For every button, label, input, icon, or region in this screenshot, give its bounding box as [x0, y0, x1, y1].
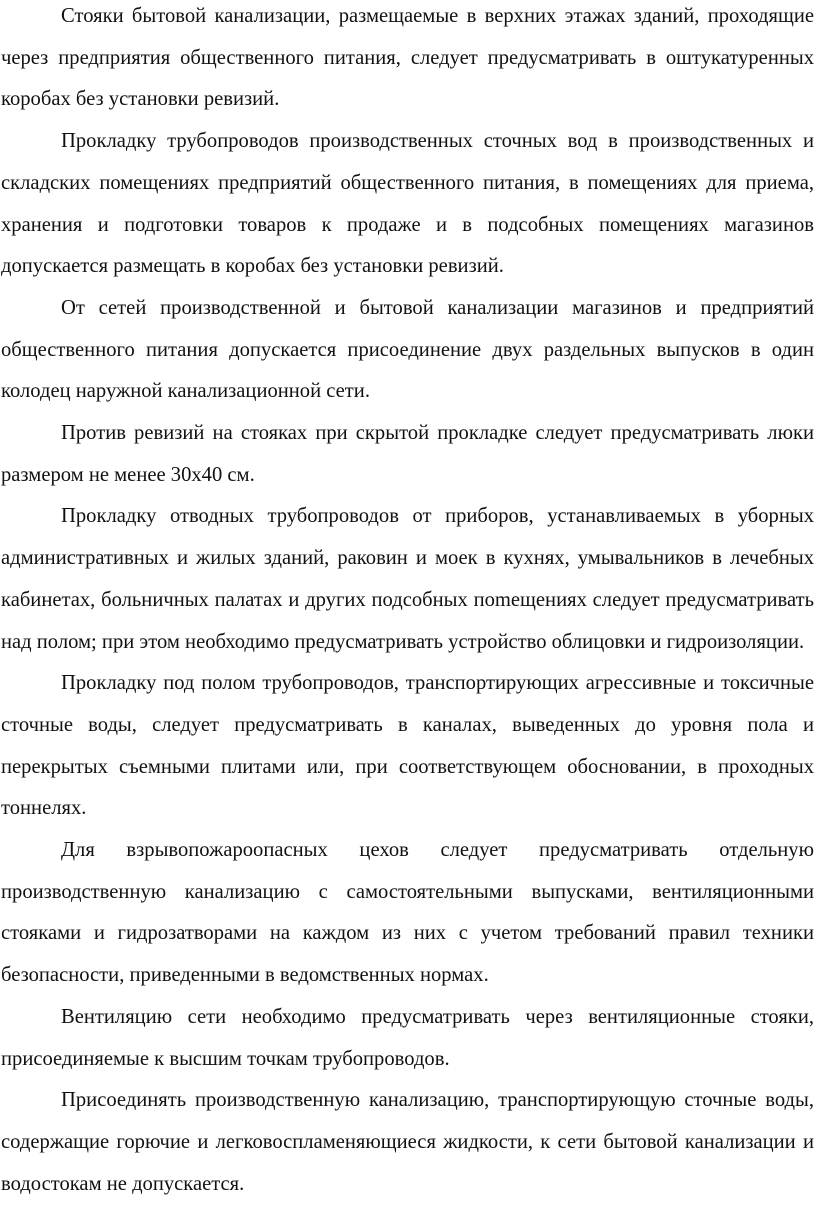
paragraph-outlet-connection: От сетей производственной и бытовой канализации магазинов и предприятий общественного питания допускается присоединение двух раздельных выпусков в один колодец наружной канализационной сети.	[1, 296, 814, 403]
paragraph-branch-pipes: Прокладку отводных трубопроводов от приборов, устанавливаемых в уборных административных и жилых зданий, раковин и моек в кухнях, умывальников в лечебных кабинетах, больничных палатах и других подсобных поmещениях следует предусматривать над полом; при этом необходимо предусматривать устройство облицовки и гидроизоляции.	[1, 505, 814, 653]
paragraph-flammable-liquids: Присоединять производственную канализацию, транспортирующую сточные воды, содержащие горючие и легковоспламеняющиеся жидкости, к сети бытовой канализации и водостокам не допускается.	[1, 1089, 814, 1195]
paragraph-ventilation: Вентиляцию сети необходимо предусматривать через вентиляционные стояки, присоединяемые к высшим точкам трубопроводов.	[1, 1005, 814, 1070]
document-body	[1, 0, 814, 1205]
paragraph-inspection-hatches: Против ревизий на стояках при скрытой прокладке следует предусматривать люки размером не менее 30х40 см.	[1, 422, 814, 486]
paragraph-explosive-workshops: Для взрывопожароопасных цехов следует предусматривать отдельную производственную канализацию с самостоятельными выпусками, вентиляционными стояками и гидрозатворами на каждом из них с учетом требований правил техники безопасности, приведенными в ведомственных нормах.	[1, 839, 814, 987]
paragraph-aggressive-wastewater: Прокладку под полом трубопроводов, транспортирующих агрессивные и токсичные сточные воды, следует предусматривать в каналах, выведенных до уровня пола и перекрытых съемными плитами или, при соответствующем обосновании, в проходных тоннелях.	[1, 672, 814, 820]
paragraph-industrial-pipes: Прокладку трубопроводов производственных сточных вод в производственных и складских помещениях предприятий общественного питания, в помещениях для приема, хранения и подготовки товаров к продаже и в подсобных помещениях магазинов допускается размещать в коробах без установки ревизий.	[1, 130, 814, 278]
paragraph-sewer-risers: Стояки бытовой канализации, размещаемые в верхних этажах зданий, проходящие через предприятия общественного питания, следует предусматривать в оштукатуренных коробах без установки ревизий.	[1, 5, 814, 111]
